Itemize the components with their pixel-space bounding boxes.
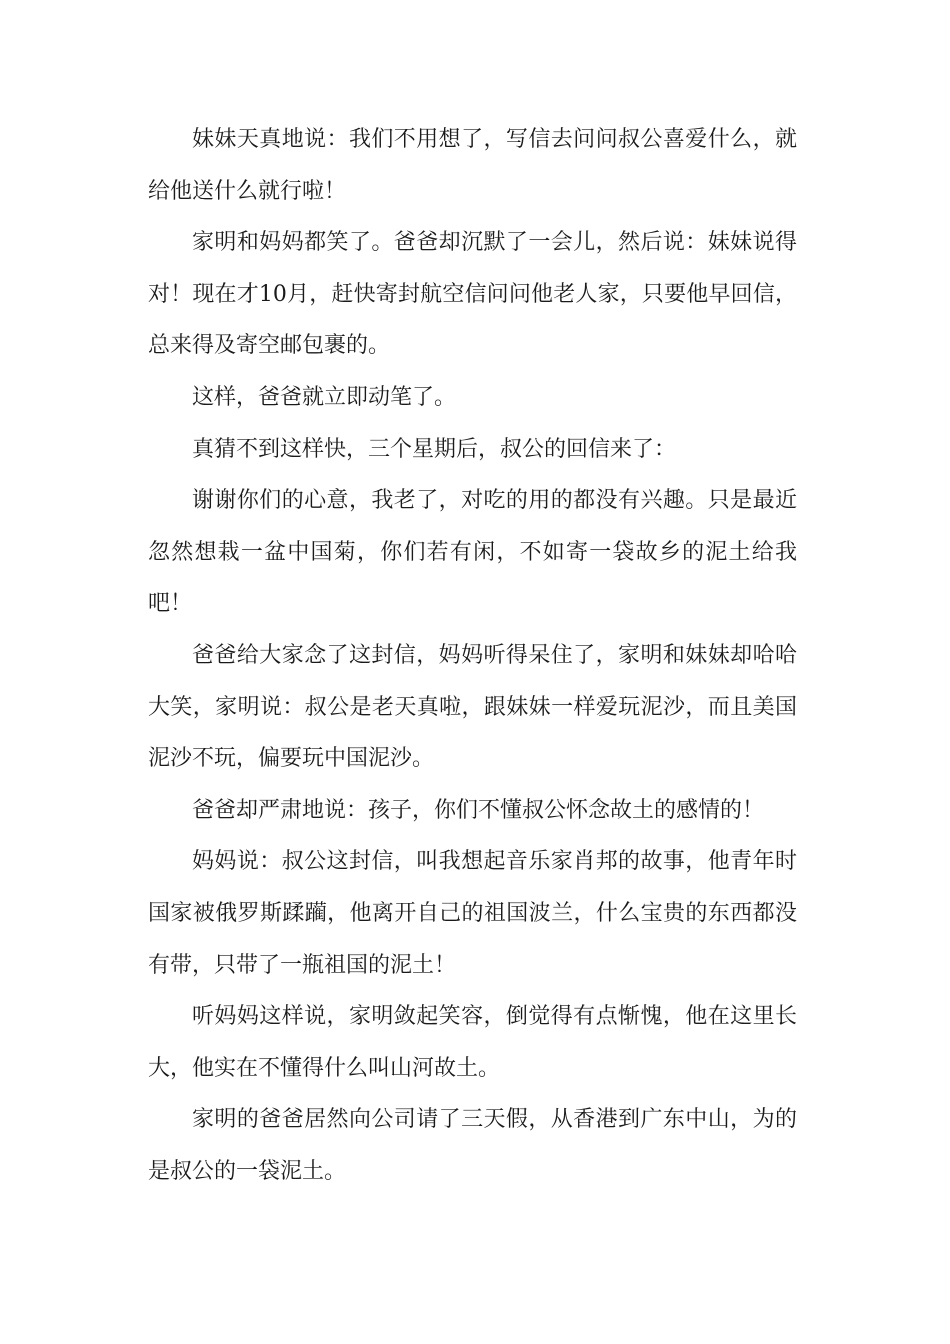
document-body [148,114,797,1197]
paragraph: 妹妹天真地说：我们不用想了，写信去问问叔公喜爱什么，就给他送什么就行啦！ [148,127,797,204]
paragraph: 家明和妈妈都笑了。爸爸却沉默了一会儿，然后说：妹妹说得对！现在才10月，赶快寄封航空信问问他老人家，只要他早回信，总来得及寄空邮包裹的。 [148,230,797,359]
paragraph: 真猜不到这样快，三个星期后，叔公的回信来了： [192,436,677,462]
paragraph: 这样，爸爸就立即动笔了。 [192,384,457,410]
paragraph: 妈妈说：叔公这封信，叫我想起音乐家肖邦的故事，他青年时国家被俄罗斯蹂躏，他离开自己的祖国波兰，什么宝贵的东西都没有带，只带了一瓶祖国的泥土！ [148,849,797,978]
paragraph: 听妈妈这样说，家明敛起笑容，倒觉得有点惭愧，他在这里长大，他实在不懂得什么叫山河故土。 [148,1004,797,1081]
paragraph: 谢谢你们的心意，我老了，对吃的用的都没有兴趣。只是最近忽然想栽一盆中国菊，你们若有闲，不如寄一袋故乡的泥土给我吧！ [148,488,797,617]
paragraph: 爸爸却严肃地说：孩子，你们不懂叔公怀念故土的感情的！ [192,797,765,823]
paragraph: 家明的爸爸居然向公司请了三天假，从香港到广东中山，为的是叔公的一袋泥土。 [148,1107,797,1184]
paragraph: 爸爸给大家念了这封信，妈妈听得呆住了，家明和妹妹却哈哈大笑，家明说：叔公是老天真啦，跟妹妹一样爱玩泥沙，而且美国泥沙不玩，偏要玩中国泥沙。 [148,642,797,772]
